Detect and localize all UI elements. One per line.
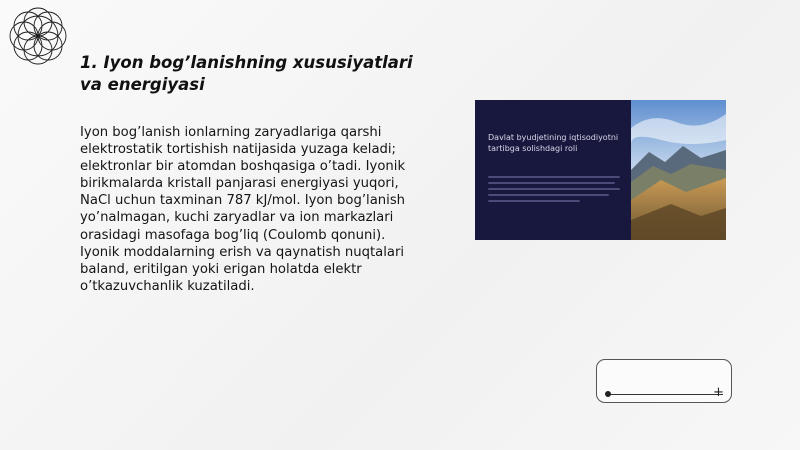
media-player-controls[interactable] xyxy=(596,359,732,403)
presentation-thumbnail[interactable] xyxy=(475,100,726,240)
slide-title: 1. Iyon bog’lanishning xususiyatlari va energiyasi xyxy=(80,53,413,94)
thumbnail-text-lines xyxy=(488,176,620,206)
slide-body-text: Iyon bog’lanish ionlarning zaryadlariga qarshi elektrostatik tortishish natijasida yuzaga keladi; elektronlar bir atomdan boshqasiga o’tadi. Iyonik birikmalarda kristall panjarasi energiyasi yuqori, NaCl uchun taxminan 787 kJ/mol. Iyon bog’lanish yo’nalmagan, kuchi zaryadlar va ion markazlari orasidagi masofaga bog’liq (Coulomb qonuni). Iyonik moddalarning erish va qaynatish nuqtalari baland, eritilgan yoki erigan holatda elektr o’tkazuvchanlik kuzatiladi. xyxy=(80,125,406,294)
circle-rosette-logo-icon xyxy=(4,2,72,70)
thumbnail-text-panel xyxy=(475,100,631,240)
plus-icon[interactable]: + xyxy=(713,385,724,400)
mountain-landscape-image xyxy=(631,100,726,240)
seek-bar-track[interactable] xyxy=(607,394,723,395)
slider-knob-icon[interactable] xyxy=(605,391,611,397)
thumbnail-title: Davlat byudjetining iqtisodiyotni tartibga solishdagi roli xyxy=(488,133,619,153)
